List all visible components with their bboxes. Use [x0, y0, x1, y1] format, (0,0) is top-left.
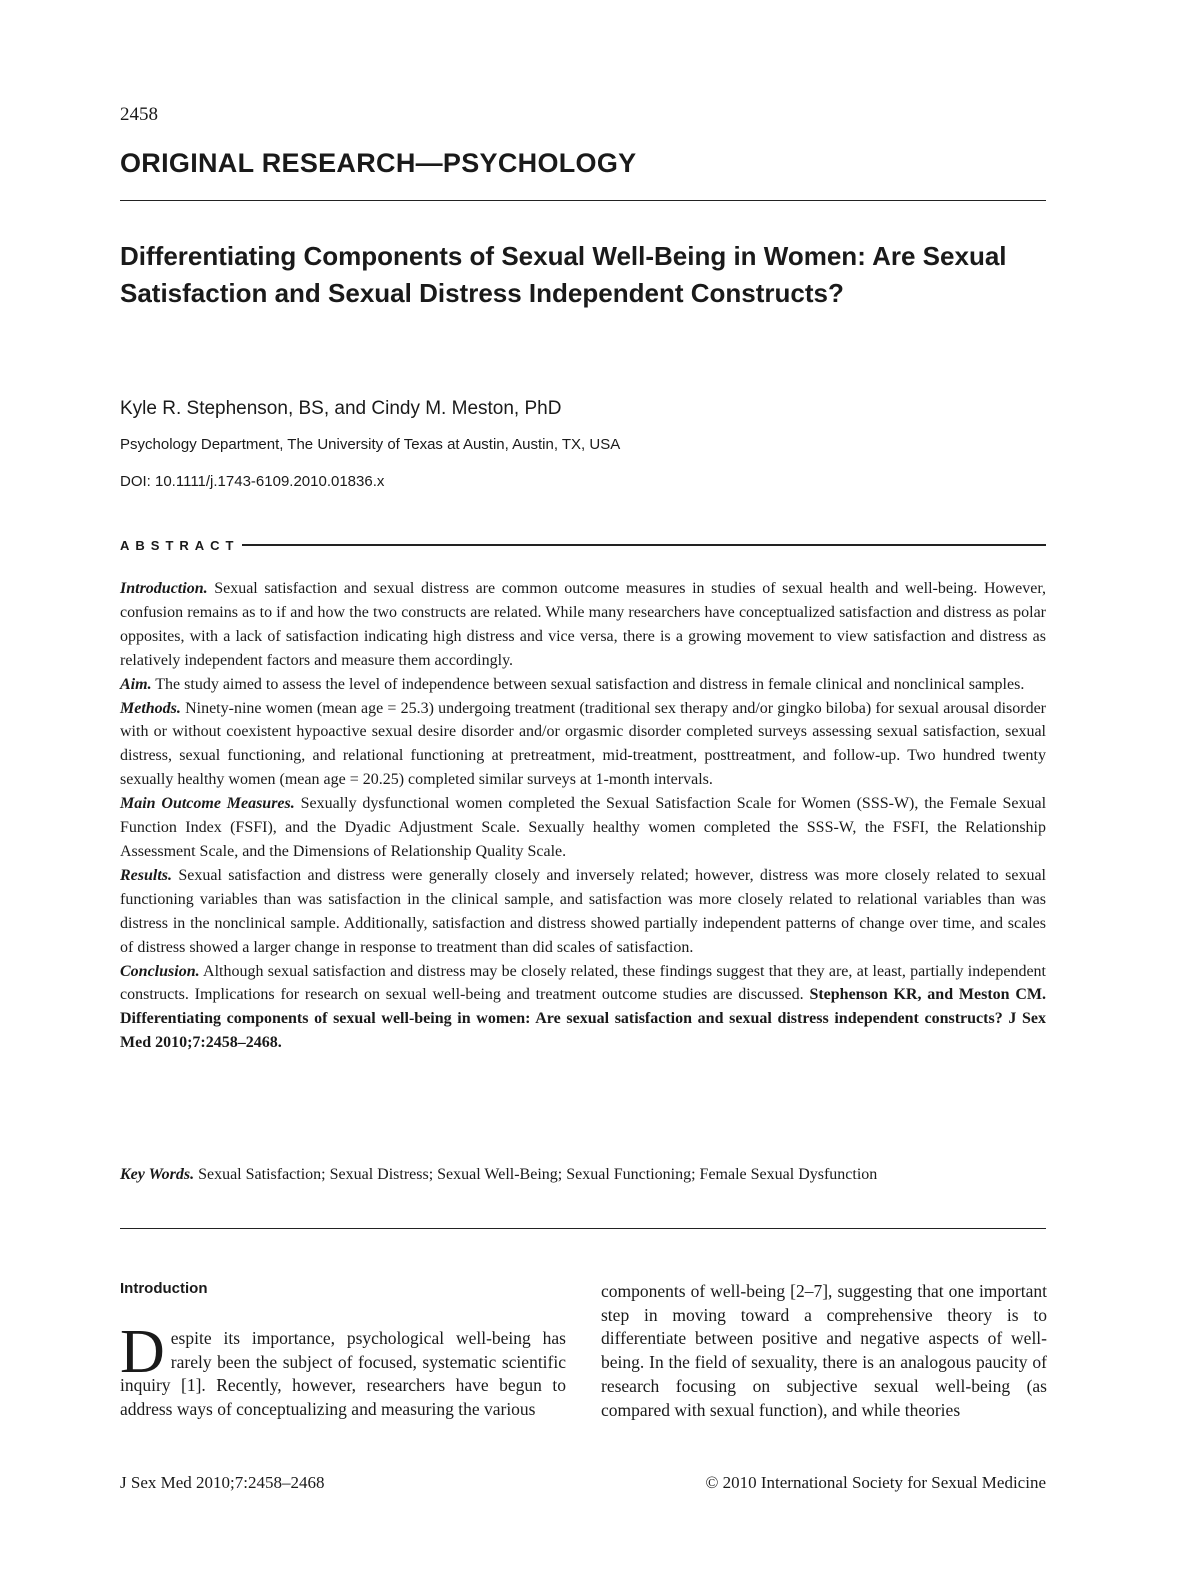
abstract-introduction — [120, 577, 1046, 673]
keywords-text: Sexual Satisfaction; Sexual Distress; Sexual Well-Being; Sexual Functioning; Female Sexual Dysfunction — [194, 1166, 878, 1183]
abstract-main-outcome — [120, 792, 1046, 864]
abstract-methods — [120, 697, 1046, 793]
abstract-divider — [120, 1228, 1046, 1229]
header-divider — [120, 200, 1046, 201]
abstract-header — [120, 534, 1046, 556]
body-column-left — [120, 1318, 566, 1422]
abstract-rule — [242, 544, 1047, 546]
author-list: Kyle R. Stephenson, BS, and Cindy M. Meston, PhD — [120, 398, 562, 419]
drop-cap: D — [120, 1318, 165, 1386]
affiliation: Psychology Department, The University of Texas at Austin, Austin, TX, USA — [120, 436, 621, 453]
keywords — [120, 1163, 1046, 1187]
section-heading-introduction: Introduction — [120, 1280, 208, 1297]
abstract-conclusion-label: Conclusion. — [120, 962, 200, 980]
journal-citation-footer: J Sex Med 2010;7:2458–2468 — [120, 1473, 325, 1492]
article-title: Differentiating Components of Sexual Well-Being in Women: Are Sexual Satisfaction and Sexual Distress Independent Constructs? — [120, 241, 1007, 308]
doi[interactable]: DOI: 10.1111/j.1743-6109.2010.01836.x — [120, 473, 385, 490]
abstract-heading: ABSTRACT — [120, 537, 240, 553]
citation: Stephenson KR, and Meston CM. Differentiating components of sexual well-being in women: Are sexual satisfaction and sexual distress independent constructs? J Sex Med 2010;7:2458–2468. — [120, 986, 1047, 1052]
abstract-body — [120, 577, 1046, 1055]
body-text-left: espite its importance, psychological well-being has rarely been the subject of focused, systematic scientific inquiry [1]. Recently, however, researchers have begun to address ways of conceptualizing and measuring the various — [120, 1328, 566, 1420]
keywords-label: Key Words. — [120, 1166, 195, 1183]
abstract-aim — [120, 673, 1046, 697]
abstract-aim-text: The study aimed to assess the level of independence between sexual satisfaction and distress in female clinical and nonclinical samples. — [151, 675, 1025, 693]
abstract-results-label: Results. — [120, 866, 173, 884]
section-label: ORIGINAL RESEARCH—PSYCHOLOGY — [120, 148, 637, 178]
abstract-conclusion — [120, 960, 1046, 1056]
page-number: 2458 — [120, 104, 158, 125]
abstract-conclusion-text: Although sexual satisfaction and distress may be closely related, these findings suggest that they are, at least, partially independent constructs. Implications for research on sexual well-being and treatment outcome studies are discussed. — [120, 962, 1046, 1004]
abstract-introduction-label: Introduction. — [120, 580, 208, 597]
abstract-methods-label: Methods. — [120, 699, 181, 717]
abstract-main-outcome-text: Sexually dysfunctional women completed the Sexual Satisfaction Scale for Women (SSS-W), the Female Sexual Function Index (FSFI), and the Dyadic Adjustment Scale. Sexually healthy women completed the SSS-W, the FSFI, the Relationship Assessment Scale, and the Dimensions of Relationship Quality Scale. — [120, 795, 1047, 860]
abstract-results-text: Sexual satisfaction and distress were generally closely and inversely related; however, distress was more closely related to sexual functioning variables than was satisfaction in the clinical sample, and satisfaction was more closely related to relational variables than was distress in the nonclinical sample. Additionally, satisfaction and distress showed partially independent patterns of change over time, and scales of distress showed a larger change in response to treatment than did scales of satisfaction. — [120, 866, 1046, 956]
abstract-aim-label: Aim. — [120, 675, 152, 693]
abstract-methods-text: Ninety-nine women (mean age = 25.3) undergoing treatment (traditional sex therapy and/or gingko biloba) for sexual arousal disorder with or without coexistent hypoactive sexual desire disorder and/or orgasmic disorder completed surveys assessing sexual satisfaction, sexual distress, sexual functioning, and relational functioning at pretreatment, mid-treatment, posttreatment, and follow-up. Two hundred twenty sexually healthy women (mean age = 20.25) completed similar surveys at 1-month intervals. — [120, 699, 1046, 789]
abstract-main-outcome-label: Main Outcome Measures. — [120, 795, 295, 813]
copyright-footer: © 2010 International Society for Sexual Medicine — [705, 1473, 1046, 1492]
body-text-right: components of well-being [2–7], suggesting that one important step in moving toward a comprehensive theory is to differentiate between positive and negative aspects of well-being. In the field of sexuality, there is an analogous paucity of research focusing on subjective sexual well-being (as compared with sexual function), and while theories — [601, 1281, 1047, 1420]
abstract-results — [120, 864, 1046, 960]
abstract-introduction-text: Sexual satisfaction and sexual distress are common outcome measures in studies of sexual health and well-being. However, confusion remains as to if and how the two constructs are related. While many researchers have conceptualized satisfaction and distress as polar opposites, with a lack of satisfaction indicating high distress and vice versa, there is a growing movement to view satisfaction and distress as relatively independent factors and measure them accordingly. — [120, 580, 1046, 669]
body-column-right — [601, 1280, 1047, 1422]
